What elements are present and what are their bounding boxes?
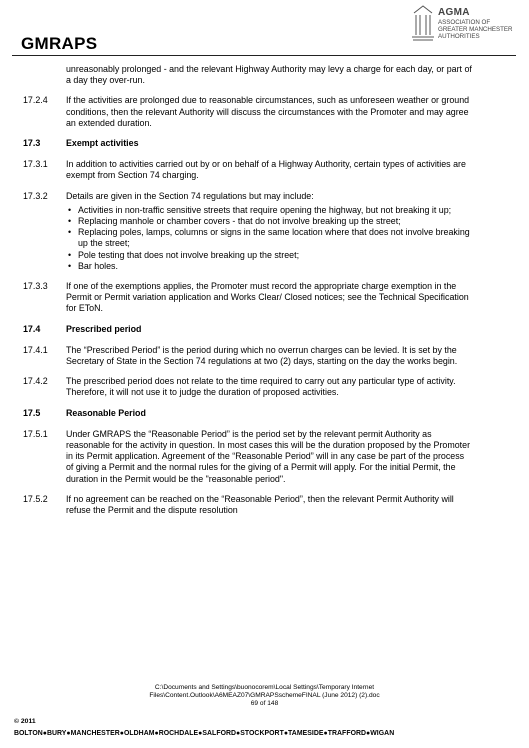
bullet-icon: •	[68, 249, 72, 260]
list-item-text: Pole testing that does not involve breaking up the street;	[78, 249, 300, 260]
paragraph-17-4-2	[23, 376, 472, 398]
paragraph-continued	[66, 64, 472, 86]
list-item	[66, 261, 472, 272]
copyright-notice: © 2011	[14, 718, 36, 725]
list-item	[66, 250, 472, 261]
section-number: 17.3	[23, 138, 41, 149]
section-number: 17.4	[23, 323, 41, 334]
paragraph-number: 17.3.1	[23, 159, 48, 170]
paragraph-number: 17.2.4	[23, 95, 48, 106]
section-title: Prescribed period	[66, 323, 142, 334]
paragraph-number: 17.5.1	[23, 428, 48, 439]
authorities-list: BOLTON●BURY●MANCHESTER●OLDHAM●ROCHDALE●SALFORD●STOCKPORT●TAMESIDE●TRAFFORD●WIGAN	[14, 730, 395, 737]
paragraph-text: Details are given in the Section 74 regulations but may include:	[66, 190, 314, 201]
bullet-icon: •	[68, 204, 72, 215]
paragraph-text: If the activities are prolonged due to reasonable circumstances, such as unforeseen weather or ground conditions, then the relevant Authority will discuss the circumstances with the Promoter and may agree an extended duration.	[66, 95, 470, 128]
paragraph-17-5-1	[23, 428, 472, 485]
paragraph-text: If no agreement can be reached on the “Reasonable Period”, then the relevant Permit Authority will refuse the Permit and the dispute resolution	[66, 493, 454, 516]
logo-title: AGMA	[438, 7, 470, 18]
list-item-text: Activities in non-traffic sensitive streets that require opening the highway, but not breaking it up;	[78, 204, 452, 215]
logo-subtitle-line: ASSOCIATION OF	[438, 19, 491, 26]
list-item-text: Bar holes.	[78, 260, 118, 271]
document-body	[23, 64, 472, 525]
bullet-icon: •	[68, 227, 72, 238]
paragraph-17-3-3	[23, 281, 472, 315]
list-item	[66, 227, 472, 249]
section-heading-17-4	[23, 323, 472, 335]
paragraph-text: If one of the exemptions applies, the Promoter must record the appropriate charge exemption in the Permit or Permit variation application and Works Clear/ Closed notices; see the Technical Specification for EToN.	[66, 281, 469, 314]
list-item-text: Replacing poles, lamps, columns or signs in the same location where that does not involve breaking up the street;	[78, 227, 470, 249]
exemption-list	[66, 205, 472, 272]
paragraph-text: In addition to activities carried out by or on behalf of a Highway Authority, certain types of activities are exempt from Section 74 charging.	[66, 159, 466, 181]
bullet-icon: •	[68, 260, 72, 271]
list-item	[66, 205, 472, 216]
section-heading-17-5	[23, 407, 472, 419]
list-item	[66, 216, 472, 227]
logo-subtitle-line: AUTHORITIES	[438, 33, 480, 40]
paragraph-number: 17.3.2	[23, 190, 48, 201]
paragraph-number: 17.4.2	[23, 376, 48, 387]
paragraph-17-2-4	[23, 95, 472, 129]
agma-emblem-icon	[410, 5, 436, 45]
paragraph-number: 17.5.2	[23, 493, 48, 504]
paragraph-17-5-2	[23, 493, 472, 516]
paragraph-number: 17.4.1	[23, 344, 48, 355]
file-path-line: Files\Content.Outlook\A6MEAZ07\GMRAPSschemeFINAL (June 2012) (2).doc	[149, 692, 380, 699]
agma-logo	[410, 3, 520, 49]
logo-subtitle	[438, 19, 513, 40]
paragraph-number: 17.3.3	[23, 281, 48, 292]
section-number: 17.5	[23, 407, 41, 418]
paragraph-text: Under GMRAPS the “Reasonable Period” is the period set by the relevant permit Authority as reasonable for the activity in question. In most cases this will be the duration proposed by the Promoter in its Permit application. Agreement of the “Reasonable Period” will in any case be part of the process of giving a Permit and the normal rules for the giving of a Permit will apply. For the initial Permit, the duration in the Permit would be the "reasonable period".	[66, 428, 471, 484]
file-path-line: C:\Documents and Settings\buonocorem\Local Settings\Temporary Internet	[154, 684, 375, 691]
paragraph-text: The prescribed period does not relate to the time required to carry out any particular type of activity. Therefore, it will not use it to judge the duration of proposed activities.	[66, 376, 456, 398]
page-footer	[0, 684, 529, 708]
section-heading-17-3	[23, 138, 472, 149]
paragraph-text: The “Prescribed Period” is the period during which no overrun charges can be levied. It is set by the Secretary of State in the Section 74 regulations at two (2) days, starting on the day the works begin.	[66, 344, 458, 367]
bullet-icon: •	[68, 216, 72, 227]
page-number: 69 of 148	[250, 700, 279, 707]
section-title: Exempt activities	[66, 138, 139, 149]
paragraph-17-3-2	[23, 190, 472, 272]
paragraph-17-3-1	[23, 159, 472, 181]
paragraph-17-4-1	[23, 344, 472, 367]
list-item-text: Replacing manhole or chamber covers - that do not involve breaking up the street;	[78, 216, 401, 227]
section-title: Reasonable Period	[66, 407, 146, 418]
paragraph-text: unreasonably prolonged - and the relevant Highway Authority may levy a charge for each day, or part of a day they over-run.	[66, 64, 472, 86]
header-rule	[12, 55, 516, 56]
logo-subtitle-line: GREATER MANCHESTER	[438, 26, 513, 33]
document-brand: GMRAPS	[21, 34, 98, 53]
